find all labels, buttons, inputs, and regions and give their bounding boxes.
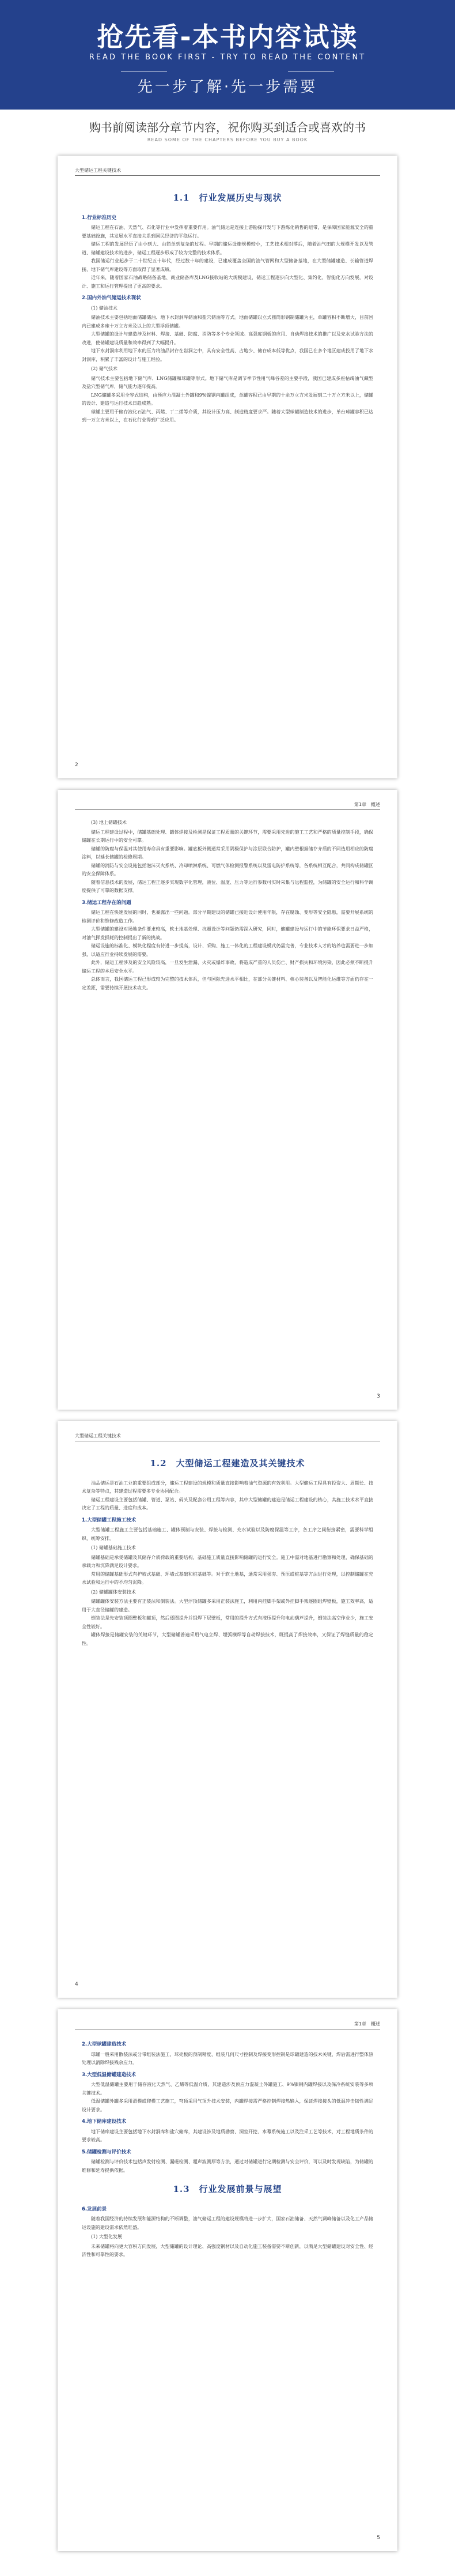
page-content [82, 183, 373, 425]
header-banner [0, 0, 455, 110]
paragraph: 大型储罐的设计与建造涉及材料、焊接、基础、防腐、消防等多个专业领域。高强度钢板的应用、自动焊接技术的推广以及充水试验方法的改进，使储罐建设质量和效率得到了大幅提升。 [82, 332, 373, 345]
page-content [82, 2037, 373, 2259]
paragraph: 大型储罐的建设对场地条件要求较高，软土地基处理、抗震设计等问题仍需深入研究，同时，储罐建设与运行中的节能环保要求日益严格，对油气挥发损耗的控制提出了新的挑战。 [82, 927, 373, 940]
paragraph: 储运工程建设主要包括储罐、管道、泵站、码头及配套公用工程等内容，其中大型储罐的建造是储运工程建设的核心，其施工技术水平直接决定了工程的质量、进度和成本。 [82, 1497, 373, 1511]
book-page-4 [58, 1421, 397, 1998]
paragraph: 低温储罐外罐多采用滑模或爬模工艺施工，穹顶采用气顶升技术安装，内罐焊接需严格控制焊接热输入，保证焊接接头的低温冲击韧性满足设计要求。 [82, 2099, 373, 2112]
running-header: 大型储运工程关键技术 [75, 1433, 380, 1441]
subsection-heading: 1.大型储罐工程施工技术 [82, 1517, 136, 1523]
paragraph: 倒装法是先安装顶圈壁板和罐顶，然后逐圈提升并组焊下层壁板，常用的提升方式有液压提升和电动葫芦提升，倒装法高空作业少，施工安全性较好。 [82, 1615, 373, 1629]
running-header: 第1章 概述 [75, 2021, 380, 2029]
page-number: 3 [377, 1394, 380, 1399]
paragraph: 近年来，随着国家石油战略储备基地、商业储备库及LNG接收站的大规模建设，储运工程逐步向大型化、集约化、智能化方向发展，对设计、施工和运行管理提出了更高的要求。 [82, 275, 373, 289]
paragraph: 球罐主要用于储存液化石油气、丙烯、丁二烯等介质，其设计压力高、制造精度要求严。随着大型球罐制造技术的进步，单台球罐容积已达到一万立方米以上，在石化行业得到广泛应用。 [82, 409, 373, 423]
section-title: 1.2 大型储运工程建造及其关键技术 [150, 1458, 305, 1468]
banner-title: 抢先看-本书内容试读 [97, 21, 358, 52]
page-content [82, 818, 373, 992]
paragraph: 大型低温储罐主要用于储存液化天然气、乙烯等低温介质，其建造涉及预应力混凝土外罐施工、9%镍钢内罐焊接以及保冷系统安装等多项关键技术。 [82, 2082, 373, 2096]
paragraph: 储油技术主要包括地面储罐储油、地下水封洞库储油和盐穴储油等方式。地面储罐以立式圆筒形钢制储罐为主，单罐容积不断增大，目前国内已建成多座十万立方米及以上的大型浮顶储罐。 [82, 315, 373, 329]
book-page-5 [58, 2009, 397, 2551]
paragraph: 未来储罐将向更大容积方向发展，大型储罐的设计理论、高强度钢材以及自动化施工装备需要不断创新，以满足大型储罐建设对安全性、经济性和可靠性的要求。 [82, 2243, 373, 2257]
running-header: 大型储运工程关键技术 [75, 167, 380, 176]
minor-heading: (2) 储气技术 [91, 366, 117, 371]
paragraph: 大型储罐工程施工主要包括基础施工、罐体预制与安装、焊接与检测、充水试验以及防腐保温等工序，各工序之间衔接紧密，需要科学组织、统筹安排。 [82, 1527, 373, 1541]
page-number: 5 [377, 2535, 380, 2541]
subsection-heading: 6.发展前景 [82, 2206, 107, 2212]
minor-heading: (1) 储油技术 [91, 305, 117, 311]
paragraph: 油品储运是石油工业的重要组成部分，储运工程建设的规模和质量直接影响着油气资源的有效利用。大型储运工程具有投资大、周期长、技术复杂等特点，其建造过程需要多专业协同配合。 [82, 1480, 373, 1494]
banner-subtitle: READ THE BOOK FIRST - TRY TO READ THE CONTENT [89, 53, 366, 62]
section-title: 1.1 行业发展历史与现状 [173, 193, 282, 203]
subsection-heading: 1.行业标准历史 [82, 214, 117, 221]
minor-heading: (1) 储罐基础施工技术 [91, 1545, 136, 1550]
paragraph: 储运工程在快速发展的同时，也暴露出一些问题。部分早期建设的储罐已接近设计使用年限，存在腐蚀、变形等安全隐患，需要开展系统的检测评价和维修改造工作。 [82, 910, 373, 924]
paragraph: 随着信息技术的发展，储运工程正逐步实现数字化管理，液位、温度、压力等运行参数可实时采集与远程监控，为储罐的安全运行和科学调度提供了可靠的数据支撑。 [82, 879, 373, 893]
intro-text: 购书前阅读部分章节内容，祝你购买到适合或喜欢的书 [89, 120, 366, 134]
paragraph: 地下水封洞库利用地下水的压力将油品封存在岩洞之中，具有安全性高、占地少、储存成本低等优点，我国已在多个地区建成投用了地下水封洞库，积累了丰富的设计与施工经验。 [82, 348, 373, 362]
paragraph: 储罐的防腐与保温对其使用寿命具有重要影响。罐底板外侧通常采用阴极保护与涂层联合防护，罐内壁根据储存介质的不同选用相应的防腐涂料，以延长储罐的检修周期。 [82, 846, 373, 860]
paragraph: 我国储运行业起步于二十世纪五十年代，经过数十年的建设，已建成覆盖全国的油气管网和大型储备基地，在大型储罐建造、长输管道焊接、地下储气库建设等方面取得了显著成绩。 [82, 258, 373, 272]
paragraph: 地下储库建设主要包括地下水封洞库和盐穴储库，其建设涉及地质勘察、洞室开挖、水幕系统施工以及注采工艺等技术，对工程地质条件的要求较高。 [82, 2129, 373, 2142]
intro-text-en: READ SOME OF THE CHAPTERS BEFORE YOU BUY A BOOK [147, 137, 308, 142]
banner-slogan: 先一步了解·先一步需要 [137, 78, 318, 96]
paragraph: 储罐罐体安装方法主要有正装法和倒装法。大型浮顶储罐多采用正装法施工，利用内挂脚手架或外挂脚手架逐圈组焊壁板，施工效率高，适用于大直径储罐的建造。 [82, 1599, 373, 1613]
page-number: 4 [75, 1982, 78, 1987]
running-header: 第1章 概述 [75, 801, 380, 810]
paragraph: 储运工程在石油、天然气、石化等行业中发挥着重要作用。油气储运是连接上游勘探开发与下游炼化销售的纽带，是保障国家能源安全的重要基础设施，其发展水平直接关系到国民经济的平稳运行。 [82, 225, 373, 239]
book-page-3 [58, 790, 397, 1410]
subsection-heading: 4.地下储库建设技术 [82, 2119, 127, 2125]
subsection-heading: 2.国内外油气储运技术现状 [82, 295, 141, 301]
paragraph: 储运设施的标准化、模块化程度有待进一步提高，设计、采购、施工一体化的工程建设模式仍需完善，专业技术人才的培养也需要进一步加强，以适应行业持续发展的需要。 [82, 943, 373, 957]
page-number: 2 [75, 762, 78, 768]
minor-heading: (2) 储罐罐体安装技术 [91, 1589, 136, 1595]
subsection-heading: 3.储运工程存在的问题 [82, 899, 131, 906]
paragraph: 储气技术主要包括地下储气库、LNG储罐和球罐等形式。地下储气库是调节季节性用气峰谷差的主要手段，我国已建成多座枯竭油气藏型及盐穴型储气库，储气能力逐年提高。 [82, 375, 373, 389]
paragraph: 罐体焊接是储罐安装的关键环节，大型储罐普遍采用气电立焊、埋弧横焊等自动焊接技术，既提高了焊接效率，又保证了焊缝质量的稳定性。 [82, 1632, 373, 1646]
paragraph: 球罐一般采用散装法或分带组装法施工，球壳板的预制精度、组装几何尺寸控制及焊接变形控制是球罐建造的技术关键，焊后需进行整体热处理以消除焊接残余应力。 [82, 2051, 373, 2065]
paragraph: 随着我国经济的持续发展和能源结构的不断调整，油气储运工程的建设规模将进一步扩大，国家石油储备、天然气调峰储备以及化工产品储运设施的建设需求依然旺盛。 [82, 2216, 373, 2230]
paragraph: 储罐检测与评价技术包括声发射检测、漏磁检测、超声波测厚等方法，通过对储罐进行定期检测与安全评价，可以及时发现缺陷，为储罐的维修和延寿提供依据。 [82, 2159, 373, 2173]
paragraph: 储罐的消防与安全设施包括泡沫灭火系统、冷却喷淋系统、可燃气体检测报警系统以及雷电防护系统等，各系统相互配合，共同构成储罐区的安全保障体系。 [82, 863, 373, 876]
subsection-heading: 5.储罐检测与评价技术 [82, 2149, 131, 2155]
section-title: 1.3 行业发展前景与展望 [173, 2184, 282, 2194]
paragraph: 总体而言，我国储运工程已形成较为完整的技术体系，但与国际先进水平相比，在部分关键材料、核心装备以及智能化运维等方面仍存在一定差距，需要持续开展技术攻关。 [82, 977, 373, 991]
subsection-heading: 2.大型球罐建造技术 [82, 2042, 127, 2047]
minor-heading: (1) 大型化发展 [91, 2234, 122, 2239]
paragraph: LNG储罐多采用全容式结构，由预应力混凝土外罐和9%镍钢内罐组成，单罐容积已由早期的十余万立方米发展到二十万立方米以上，储罐的设计、建造与运行技术日趋成熟。 [82, 392, 373, 406]
book-page-2 [58, 156, 397, 778]
minor-heading: (3) 地上储罐技术 [91, 820, 127, 825]
paragraph: 储罐基础是承受储罐及其储存介质荷载的重要结构，基础施工质量直接影响储罐的运行安全。施工中需对地基进行勘察和处理，确保基础的承载力和沉降满足设计要求。 [82, 1554, 373, 1568]
paragraph: 储运工程的发展经历了由小到大、由简单到复杂的过程。早期的储运设施规模较小，工艺技术相对落后，随着油气田的大规模开发以及管道、储罐建设技术的进步，储运工程逐步形成了较为完整的技术体系。 [82, 242, 373, 255]
paragraph: 常用的储罐基础形式有护坡式基础、环墙式基础和桩基础等。对于软土地基，通常采用强夯、预压或桩基等方法进行处理，以控制储罐在充水试验和运行中的不均匀沉降。 [82, 1571, 373, 1585]
page-content [82, 1449, 373, 1648]
subsection-heading: 3.大型低温储罐建造技术 [82, 2072, 136, 2078]
paragraph: 储运工程建设过程中，储罐基础处理、罐体焊接及检测是保证工程质量的关键环节，需要采用先进的施工工艺和严格的质量控制手段，确保储罐在长期运行中的安全可靠。 [82, 829, 373, 843]
paragraph: 此外，储运工程涉及的安全风险较高，一旦发生泄漏、火灾或爆炸事故，将造成严重的人员伤亡、财产损失和环境污染，因此必须不断提升储运工程的本质安全水平。 [82, 960, 373, 974]
